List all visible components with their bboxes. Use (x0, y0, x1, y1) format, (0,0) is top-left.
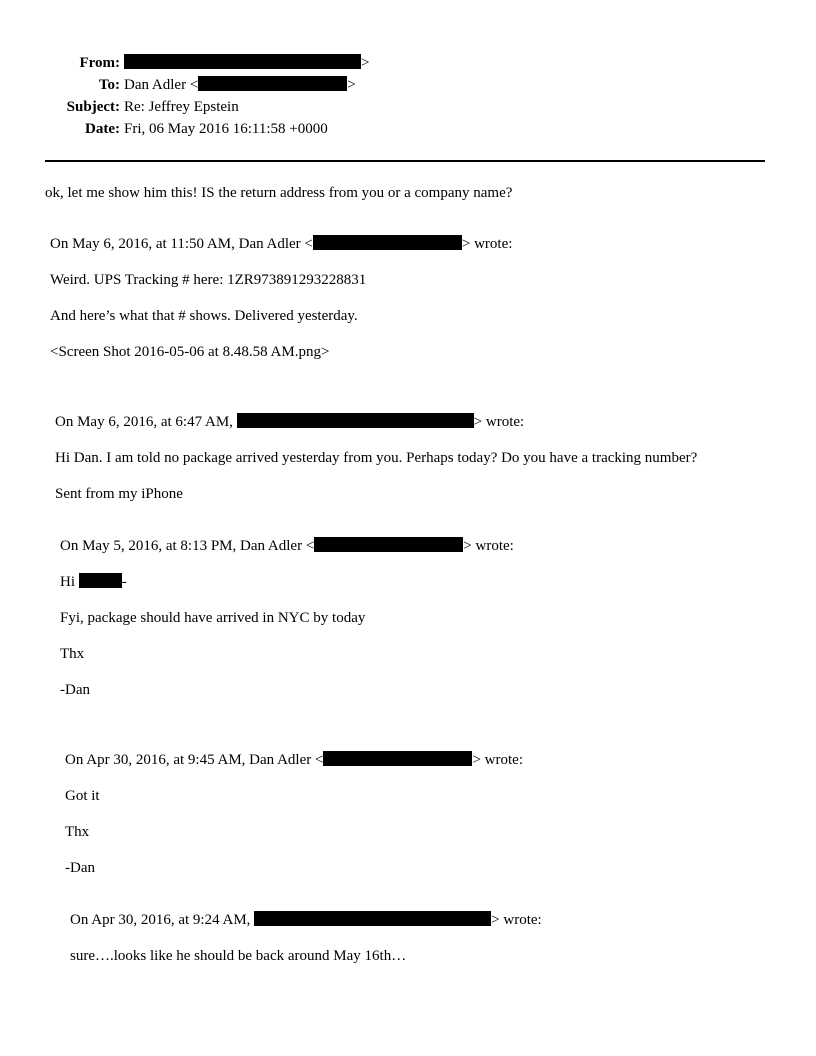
redaction-bar (323, 751, 472, 766)
quote-line: Hi Dan. I am told no package arrived yesterday from you. Perhaps today? Do you have a tracking number? (55, 450, 698, 466)
quote-attribution (50, 235, 512, 253)
quote-attribution (60, 537, 514, 555)
quote-greeting (60, 573, 127, 591)
quote-line: And here’s what that # shows. Delivered yesterday. (50, 308, 358, 324)
attribution-suffix: > wrote: (491, 912, 542, 928)
attribution-suffix: > wrote: (472, 752, 523, 768)
redaction-bar (254, 911, 491, 926)
quote-line: -Dan (65, 860, 95, 876)
attribution-prefix: On May 5, 2016, at 8:13 PM, Dan Adler < (60, 538, 315, 554)
quote-line: Weird. UPS Tracking # here: 1ZR973891293228831 (50, 272, 367, 288)
body-line: ok, let me show him this! IS the return address from you or a company name? (45, 185, 513, 201)
from-value (124, 54, 369, 72)
redaction-bar (313, 235, 462, 250)
redaction-bar (198, 76, 347, 91)
to-suffix: > (347, 77, 356, 93)
to-name: Dan Adler < (124, 77, 199, 93)
attribution-suffix: > wrote: (463, 538, 514, 554)
to-value (124, 76, 356, 94)
attribution-suffix: > wrote: (473, 414, 525, 430)
subject-label: Subject: (66, 99, 120, 115)
greeting-prefix: Hi (60, 574, 79, 590)
quote-line: sure….looks like he should be back around May 16th… (70, 948, 407, 964)
quote-attribution (65, 751, 523, 769)
quote-attribution (70, 911, 542, 929)
quote-line: Fyi, package should have arrived in NYC by today (60, 610, 366, 626)
attachment-reference: <Screen Shot 2016-05-06 at 8.48.58 AM.png> (50, 344, 330, 360)
redaction-bar (314, 537, 463, 552)
redaction-bar (237, 413, 474, 428)
quote-attribution (55, 413, 524, 431)
attribution-prefix: On May 6, 2016, at 6:47 AM, (55, 414, 237, 430)
redaction-bar (124, 54, 361, 69)
from-label: From: (79, 55, 120, 71)
attribution-prefix: On Apr 30, 2016, at 9:24 AM, (70, 912, 255, 928)
quote-line: -Dan (60, 682, 90, 698)
quote-line: Got it (65, 788, 100, 804)
subject-value: Re: Jeffrey Epstein (124, 99, 239, 115)
from-suffix: > (361, 55, 370, 71)
quote-line: Sent from my iPhone (55, 486, 183, 502)
date-value: Fri, 06 May 2016 16:11:58 +0000 (124, 121, 328, 137)
greeting-suffix: - (121, 574, 127, 590)
date-label: Date: (85, 121, 120, 137)
attribution-prefix: On Apr 30, 2016, at 9:45 AM, Dan Adler < (65, 752, 324, 768)
quote-line: Thx (65, 824, 90, 840)
attribution-prefix: On May 6, 2016, at 11:50 AM, Dan Adler < (50, 236, 313, 252)
header-divider (45, 160, 765, 162)
redaction-bar (79, 573, 122, 588)
attribution-suffix: > wrote: (461, 236, 513, 252)
to-label: To: (98, 77, 120, 93)
quote-line: Thx (60, 646, 85, 662)
